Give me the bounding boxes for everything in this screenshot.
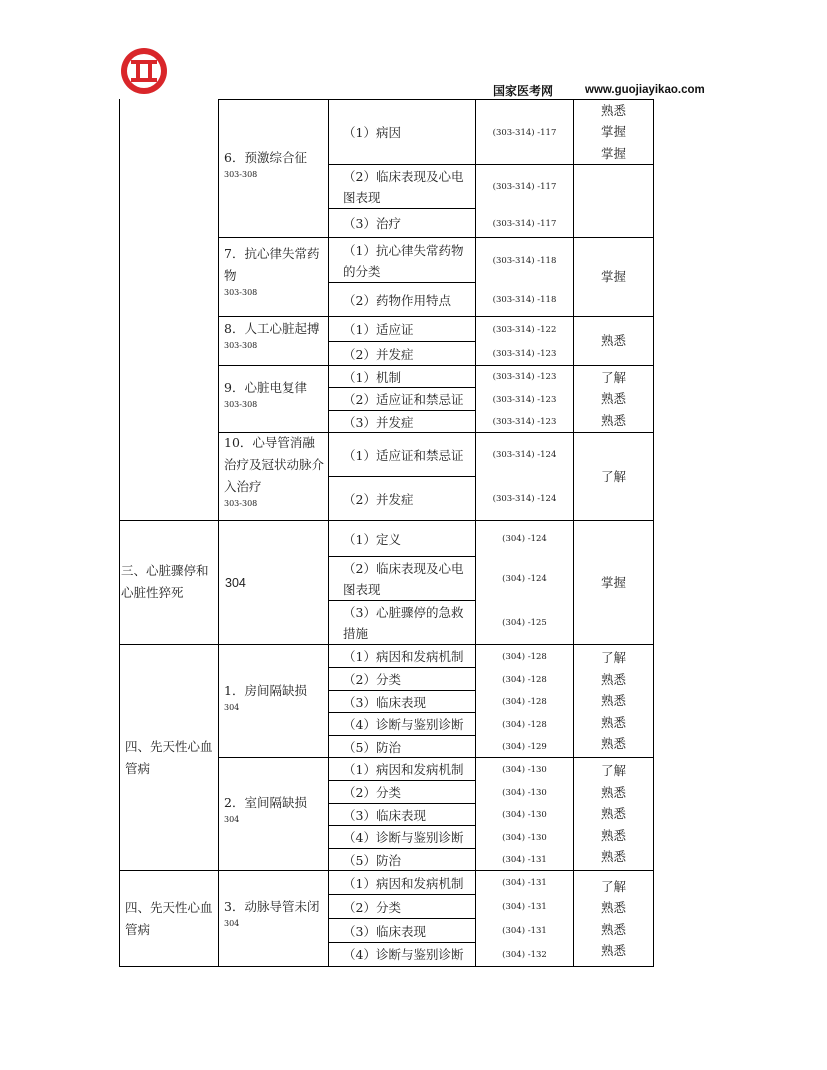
reference-cell: (304) -130 [502, 764, 547, 775]
reference-cell: (303-314) -117 [492, 182, 557, 192]
level-cell-10: 了解 [600, 468, 626, 484]
unit-cell-congenital-heart-1: 四、先天性心血管病 [125, 739, 213, 776]
subunit-asd: 1．房间隔缺损 304 [224, 683, 307, 712]
item-cell: （3）临床表现 [343, 923, 426, 939]
item-cell: （1）适应证 [343, 322, 414, 337]
item-cell: （5）防治 [343, 739, 401, 755]
item-cell: （3）治疗 [343, 216, 401, 231]
subunit-8: 8．人工心脏起搏 303-308 [224, 321, 320, 350]
reference-cell: (304) -130 [502, 787, 547, 798]
item-cell: （3）临床表现 [343, 694, 426, 710]
item-cell: （1）机制 [343, 369, 401, 385]
item-cell: （4）诊断与鉴别诊断 [343, 717, 464, 732]
reference-cell: (304) -128 [502, 651, 547, 662]
item-cell: （1）病因和发病机制 [343, 649, 464, 664]
reference-cell: (304) -131 [502, 855, 547, 865]
reference-cell: (304) -131 [502, 878, 547, 888]
item-cell: （1）病因和发病机制 [343, 875, 464, 891]
subunit-pda: 3．动脉导管未闭 304 [224, 899, 320, 928]
level-cell-8: 熟悉 [600, 333, 626, 349]
subunit-9: 9．心脏电复律 303-308 [224, 380, 307, 409]
item-cell: （1）病因和发病机制 [343, 762, 464, 777]
item-cell: （2）临床表现及心电图表现 [343, 169, 464, 205]
item-cell: （1）定义 [343, 531, 401, 547]
item-cell: （2）并发症 [343, 491, 414, 507]
reference-cell: (303-314) -123 [492, 394, 557, 405]
site-name: 国家医考网 [493, 84, 554, 98]
subunit-vsd: 2．室间隔缺损 304 [224, 795, 307, 824]
reference-cell: (304) -128 [502, 674, 547, 685]
reference-cell: (304) -132 [502, 949, 547, 960]
reference-cell: (303-314) -117 [492, 127, 557, 138]
level-cell-cardiac-arrest: 掌握 [600, 574, 626, 590]
subunit-cardiac-arrest: 304 [225, 576, 246, 590]
reference-cell: (304) -128 [502, 719, 547, 730]
reference-cell: (304) -128 [502, 697, 547, 707]
unit-cell-congenital-heart-2: 四、先天性心血管病 [125, 900, 213, 937]
reference-cell: (303-314) -123 [492, 417, 557, 427]
level-cell-asd: 了解 熟悉 熟悉 熟悉 熟悉 [600, 650, 626, 752]
item-cell: （1）病因 [343, 125, 401, 140]
level-cell-6: 熟悉 掌握 掌握 [600, 102, 626, 161]
reference-cell: (303-314) -123 [492, 372, 557, 382]
subunit-7: 7．抗心律失常药物 303-308 [224, 246, 320, 297]
reference-cell: (304) -130 [502, 832, 547, 843]
reference-cell: (304) -131 [502, 926, 547, 936]
reference-cell: (303-314) -124 [492, 494, 557, 504]
reference-cell: (304) -124 [502, 574, 547, 584]
reference-cell: (303-314) -117 [492, 218, 557, 229]
item-cell: （4）诊断与鉴别诊断 [343, 830, 464, 845]
item-cell: （2）药物作用特点 [343, 292, 451, 308]
item-cell: （2）分类 [343, 785, 401, 800]
reference-cell: (304) -124 [502, 534, 547, 544]
item-cell: （2）适应证和禁忌证 [343, 392, 464, 407]
item-cell: （1）适应证和禁忌证 [343, 447, 464, 463]
item-cell: （5）防治 [343, 852, 401, 868]
level-cell-7: 掌握 [600, 269, 626, 285]
level-cell-9: 了解 熟悉 熟悉 [600, 369, 626, 428]
item-cell: （2）分类 [343, 899, 401, 915]
reference-cell: (303-314) -123 [492, 349, 557, 359]
reference-cell: (304) -131 [502, 902, 547, 912]
reference-cell: (304) -130 [502, 810, 547, 820]
reference-cell: (303-314) -118 [492, 295, 557, 305]
reference-cell: (304) -129 [502, 742, 547, 752]
unit-cell-cardiac-arrest: 三、心脏骤停和心脏性猝死 [121, 563, 209, 600]
subunit-10: 10．心导管消融治疗及冠状动脉介入治疗 303-308 [224, 435, 325, 508]
reference-cell: (303-314) -122 [492, 324, 557, 335]
item-cell: （2）分类 [343, 672, 401, 687]
level-cell-pda: 了解 熟悉 熟悉 熟悉 [600, 878, 626, 958]
item-cell: （3）临床表现 [343, 807, 426, 823]
item-cell: （4）诊断与鉴别诊断 [343, 947, 464, 962]
level-cell-vsd: 了解 熟悉 熟悉 熟悉 熟悉 [600, 763, 626, 865]
item-cell: （3）并发症 [343, 414, 414, 430]
item-cell: （3）心脏骤停的急救措施 [343, 605, 464, 641]
item-cell: （2）并发症 [343, 346, 414, 362]
subunit-6: 6．预激综合征 303-308 [224, 150, 307, 179]
reference-cell: (304) -125 [502, 618, 547, 628]
item-cell: （2）临床表现及心电图表现 [343, 561, 464, 597]
item-cell: （1）抗心律失常药物的分类 [343, 242, 464, 279]
reference-cell: (303-314) -118 [492, 255, 557, 266]
reference-cell: (303-314) -124 [492, 450, 557, 460]
site-url[interactable]: www.guojiayikao.com [585, 84, 705, 96]
